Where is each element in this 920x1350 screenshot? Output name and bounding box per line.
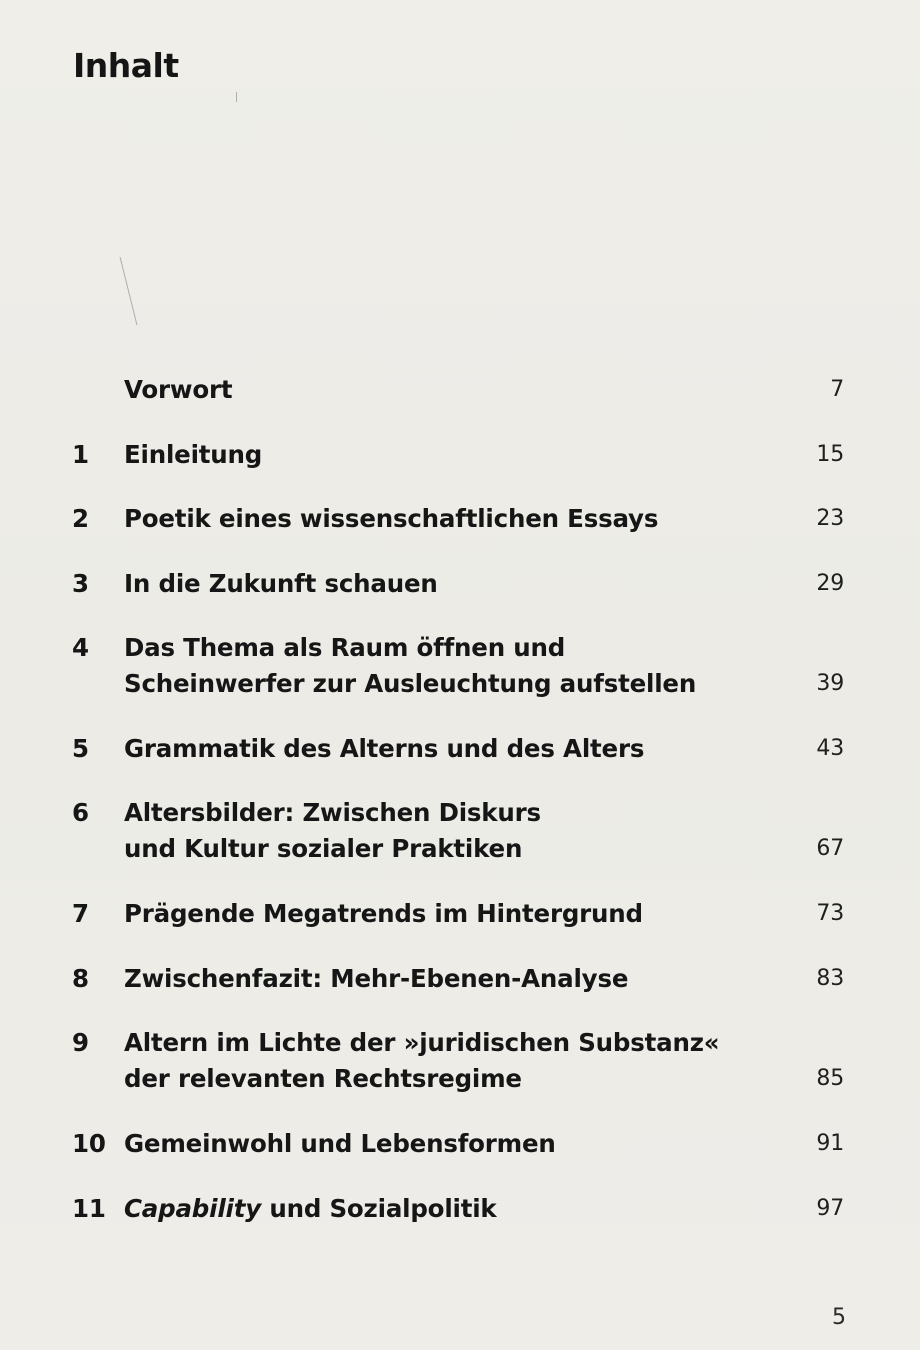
chapter-number: 8 bbox=[72, 964, 89, 993]
chapter-title bbox=[124, 1191, 784, 1227]
page-number: 39 bbox=[816, 671, 844, 696]
chapter-title bbox=[124, 1126, 784, 1162]
chapter-title-line: Das Thema als Raum öffnen und bbox=[124, 633, 566, 662]
chapter-title-line: Gemeinwohl und Lebensformen bbox=[124, 1129, 556, 1158]
chapter-number: 4 bbox=[72, 633, 89, 662]
page-number: 15 bbox=[816, 442, 844, 467]
page-number: 91 bbox=[816, 1131, 844, 1156]
chapter-title bbox=[124, 896, 784, 932]
page-number: 23 bbox=[816, 506, 844, 531]
chapter-title bbox=[124, 1025, 784, 1097]
chapter-number: 6 bbox=[72, 798, 89, 827]
chapter-number: 10 bbox=[72, 1129, 106, 1158]
chapter-title-line bbox=[124, 1191, 784, 1227]
chapter-title-line: Altersbilder: Zwischen Diskurs bbox=[124, 798, 541, 827]
chapter-title bbox=[124, 630, 784, 702]
show-through-reverse-toc bbox=[62, 52, 842, 382]
chapter-number: 9 bbox=[72, 1028, 89, 1057]
chapter-title bbox=[124, 501, 784, 537]
chapter-number: 11 bbox=[72, 1194, 106, 1223]
chapter-title-line: der relevanten Rechtsregime bbox=[124, 1064, 522, 1093]
chapter-title bbox=[124, 566, 784, 602]
chapter-title-line: In die Zukunft schauen bbox=[124, 569, 438, 598]
chapter-number: 7 bbox=[72, 899, 89, 928]
page-number: 73 bbox=[816, 901, 844, 926]
chapter-number: 1 bbox=[72, 440, 89, 469]
chapter-title bbox=[124, 437, 784, 473]
chapter-title bbox=[124, 795, 784, 867]
chapter-title-line: Vorwort bbox=[124, 375, 233, 404]
chapter-title bbox=[124, 372, 784, 408]
chapter-title-line: Prägende Megatrends im Hintergrund bbox=[124, 899, 643, 928]
page-number: 29 bbox=[816, 571, 844, 596]
page-number: 97 bbox=[816, 1196, 844, 1221]
chapter-title-line: Grammatik des Alterns und des Alters bbox=[124, 734, 645, 763]
page-number: 43 bbox=[816, 736, 844, 761]
page-title: Inhalt bbox=[73, 46, 179, 85]
page-number: 67 bbox=[816, 836, 844, 861]
page-number: 85 bbox=[816, 1066, 844, 1091]
chapter-title-rest: und Sozialpolitik bbox=[261, 1194, 497, 1223]
chapter-number: 5 bbox=[72, 734, 89, 763]
chapter-title-line: Scheinwerfer zur Ausleuchtung aufstellen bbox=[124, 669, 697, 698]
chapter-title-italic: Capability bbox=[124, 1194, 261, 1223]
chapter-title-line: Zwischenfazit: Mehr-Ebenen-Analyse bbox=[124, 964, 629, 993]
paper-mark bbox=[236, 92, 237, 102]
chapter-title bbox=[124, 731, 784, 767]
chapter-title-line: Altern im Lichte der »juridischen Substanz« bbox=[124, 1028, 720, 1057]
chapter-title-line: und Kultur sozialer Praktiken bbox=[124, 834, 523, 863]
page-number: 7 bbox=[830, 377, 844, 402]
page-number: 83 bbox=[816, 966, 844, 991]
chapter-title-line: Einleitung bbox=[124, 440, 263, 469]
chapter-number: 2 bbox=[72, 504, 89, 533]
paper-mark bbox=[120, 257, 138, 325]
chapter-number: 3 bbox=[72, 569, 89, 598]
folio-page-number: 5 bbox=[832, 1305, 846, 1330]
chapter-title bbox=[124, 961, 784, 997]
chapter-title-line: Poetik eines wissenschaftlichen Essays bbox=[124, 504, 659, 533]
